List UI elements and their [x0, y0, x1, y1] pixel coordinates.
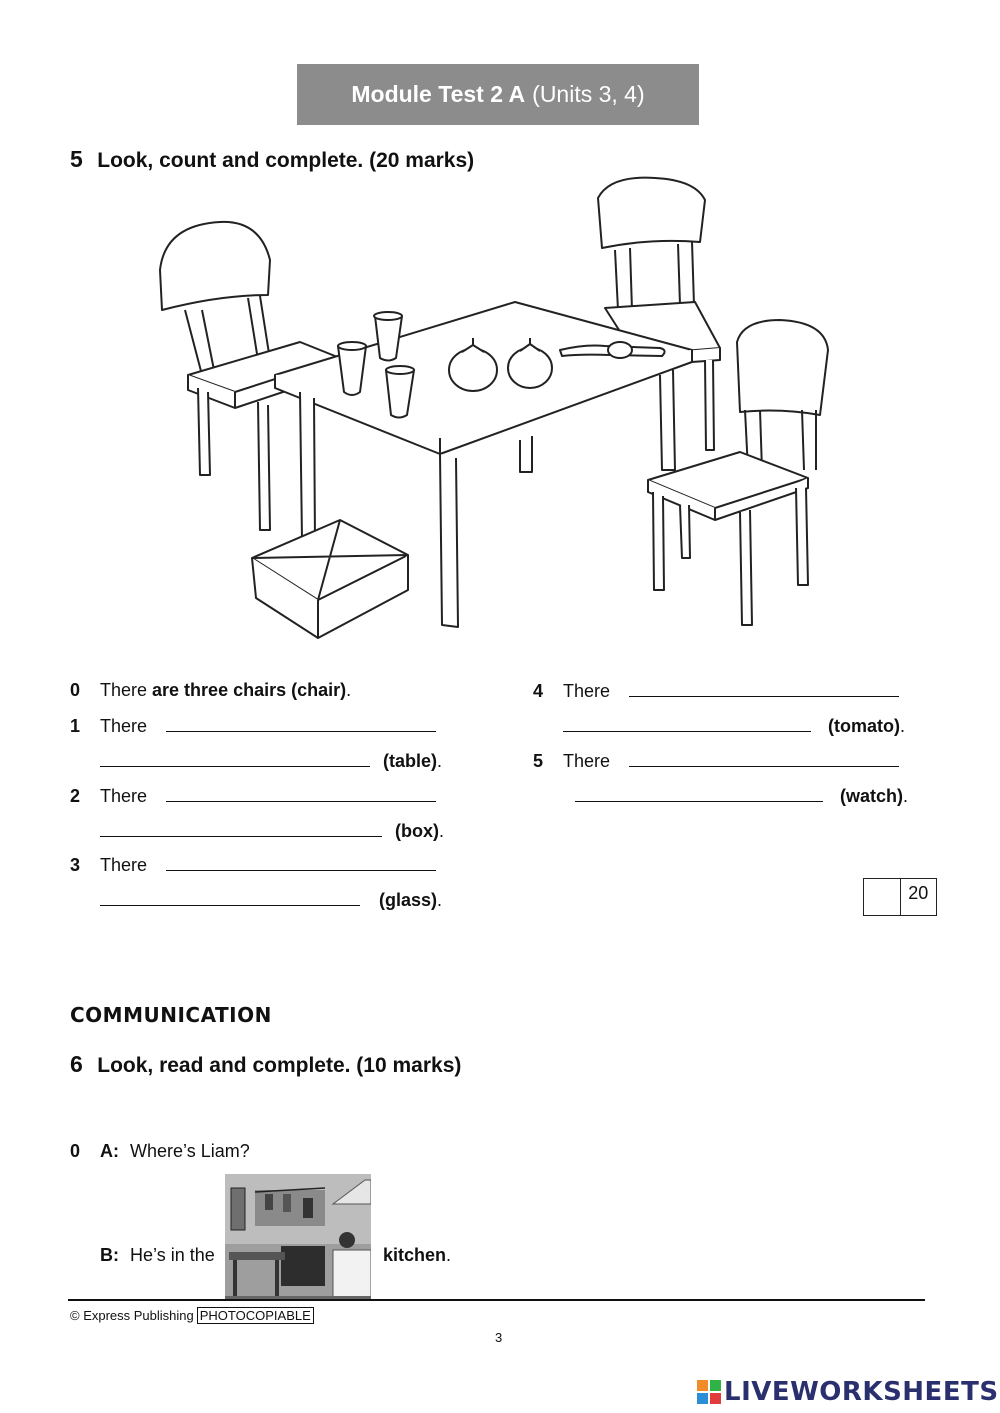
exercise-6-title: Look, read and complete. (10 marks)	[97, 1054, 462, 1077]
footer-divider	[68, 1299, 925, 1301]
grid-logo-icon	[697, 1380, 721, 1404]
exercise-5-number: 5	[70, 146, 83, 172]
answer-blank[interactable]	[166, 785, 436, 802]
example-item: 0 There are three chairs (chair).	[70, 680, 352, 700]
chair-back-right	[598, 178, 720, 450]
exercise-6-number: 6	[70, 1051, 83, 1077]
communication-heading: COMMUNICATION	[70, 1003, 272, 1027]
hint-box: (box)	[395, 821, 440, 841]
answer-blank[interactable]	[563, 715, 811, 732]
furniture-illustration	[140, 170, 840, 640]
item-5-line-1: 5 There	[533, 750, 899, 772]
page-number: 3	[495, 1330, 503, 1345]
hint-table: (table)	[383, 751, 438, 771]
photocopiable-label: PHOTOCOPIABLE	[197, 1307, 314, 1324]
item-1-line-1: 1 There	[70, 715, 436, 737]
module-title: Module Test 2 A	[351, 81, 526, 107]
hint-watch: (watch)	[840, 786, 904, 806]
box	[252, 520, 408, 638]
answer-kitchen: kitchen	[383, 1245, 447, 1265]
item-5-line-2: (watch).	[575, 785, 908, 807]
item-2-line-2: (box).	[100, 820, 444, 842]
answer-blank[interactable]	[166, 854, 436, 871]
module-title-box	[297, 64, 699, 125]
example-answer: are three chairs (chair)	[152, 680, 347, 700]
hint-glass: (glass)	[379, 890, 438, 910]
item-2-line-1: 2 There	[70, 785, 436, 807]
score-input-cell[interactable]	[864, 879, 901, 915]
answer-blank[interactable]	[629, 750, 899, 767]
item-4-line-2: (tomato).	[563, 715, 905, 737]
answer-blank[interactable]	[100, 889, 360, 906]
item-1-line-2: (table).	[100, 750, 442, 772]
score-box	[863, 878, 937, 916]
hint-tomato: (tomato)	[828, 716, 900, 736]
score-total: 20	[908, 883, 929, 903]
answer-blank[interactable]	[166, 715, 436, 732]
exercise-5-heading	[70, 146, 474, 173]
kitchen-picture	[225, 1174, 371, 1299]
item-4-line-1: 4 There	[533, 680, 899, 702]
exercise-6-heading	[70, 1051, 461, 1078]
brand-name: LIVEWORKSHEETS	[724, 1377, 999, 1407]
dialogue-answer: kitchen.	[383, 1245, 452, 1265]
item-3-line-1: 3 There	[70, 854, 436, 876]
answer-blank[interactable]	[629, 680, 899, 697]
liveworksheets-logo	[697, 1377, 999, 1407]
item-3-line-2: (glass).	[100, 889, 442, 911]
dialogue-line-b: B: He’s in the	[100, 1245, 215, 1265]
dialogue-line-a: 0 A: Where’s Liam?	[70, 1141, 250, 1161]
exercise-5-title: Look, count and complete. (20 marks)	[97, 149, 475, 172]
answer-blank[interactable]	[100, 820, 382, 837]
footer-copyright: © Express Publishing PHOTOCOPIABLE	[70, 1308, 314, 1323]
answer-blank[interactable]	[575, 785, 823, 802]
module-units: (Units 3, 4)	[532, 81, 645, 107]
answer-blank[interactable]	[100, 750, 370, 767]
